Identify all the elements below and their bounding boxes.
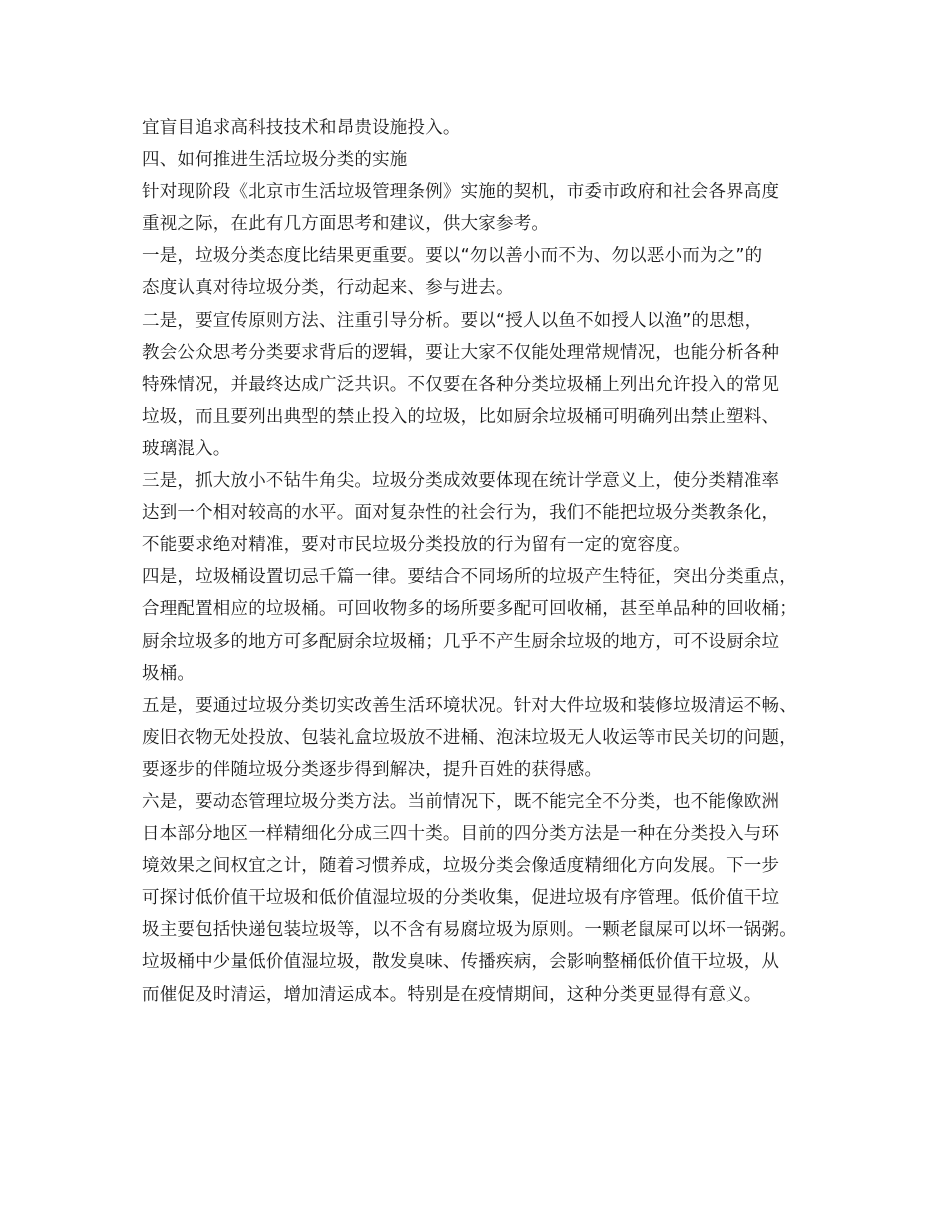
text-line: 重视之际，在此有几方面思考和建议，供大家参考。 <box>142 214 550 235</box>
text-line: 可探讨低价值干垃圾和低价值湿垃圾的分类收集，促进垃圾有序管理。低价值干垃 <box>142 888 780 909</box>
document-body <box>142 112 832 1011</box>
text-line: 宜盲目追求高科技技术和昂贵设施投入。 <box>142 118 461 138</box>
text-line: 而催促及时清运，增加清运成本。特别是在疫情期间，这种分类更显得有意义。 <box>142 984 762 1005</box>
text-line: 六是，要动态管理垃圾分类方法。当前情况下，既不能完全不分类，也不能像欧洲 <box>142 791 780 812</box>
text-line: 特殊情况，并最终达成广泛共识。不仅要在各种分类垃圾桶上列出允许投入的常见 <box>142 374 780 395</box>
text-line: 四是，垃圾桶设置切忌千篇一律。要结合不同场所的垃圾产生特征，突出分类重点， <box>142 567 797 588</box>
text-line: 垃圾桶中少量低价值湿垃圾，散发臭味、传播疾病，会影响整桶低价值干垃圾，从 <box>142 952 780 973</box>
text-line: 达到一个相对较高的水平。面对复杂性的社会行为，我们不能把垃圾分类教条化， <box>142 503 780 524</box>
section-heading: 四、如何推进生活垃圾分类的实施 <box>142 150 408 171</box>
text-line: 三是，抓大放小不钻牛角尖。垃圾分类成效要体现在统计学意义上，使分类精准率 <box>142 471 780 492</box>
text-line: 垃圾，而且要列出典型的禁止投入的垃圾，比如厨余垃圾桶可明确列出禁止塑料、 <box>142 406 780 427</box>
text-line: 五是，要通过垃圾分类切实改善生活环境状况。针对大件垃圾和装修垃圾清运不畅、 <box>142 695 797 716</box>
text-line: 合理配置相应的垃圾桶。可回收物多的场所要多配可回收桶，甚至单品种的回收桶； <box>142 599 797 620</box>
text-line: 日本部分地区一样精细化分成三四十类。目前的四分类方法是一种在分类投入与环 <box>142 824 780 845</box>
text-line: 针对现阶段《北京市生活垃圾管理条例》实施的契机，市委市政府和社会各界高度 <box>142 182 780 203</box>
text-line: 教会公众思考分类要求背后的逻辑，要让大家不仅能处理常规情况，也能分析各种 <box>142 342 780 363</box>
text-line: 废旧衣物无处投放、包装礼盒垃圾放不进桶、泡沫垃圾无人收运等市民关切的问题， <box>142 727 797 748</box>
text-line: 要逐步的伴随垃圾分类逐步得到解决，提升百姓的获得感。 <box>142 759 603 780</box>
text-line: 一是，垃圾分类态度比结果更重要。要以“勿以善小而不为、勿以恶小而为之”的 <box>142 246 763 267</box>
text-line: 态度认真对待垃圾分类，行动起来、参与进去。 <box>142 278 514 299</box>
text-line: 圾桶。 <box>142 663 196 684</box>
text-line: 圾主要包括快递包装垃圾等，以不含有易腐垃圾为原则。一颗老鼠屎可以坏一锅粥。 <box>142 920 797 941</box>
text-line: 二是，要宣传原则方法、注重引导分析。要以“授人以鱼不如授人以渔”的思想， <box>142 310 763 331</box>
text-line: 厨余垃圾多的地方可多配厨余垃圾桶；几乎不产生厨余垃圾的地方，可不设厨余垃 <box>142 631 780 652</box>
text-line: 不能要求绝对精准，要对市民垃圾分类投放的行为留有一定的宽容度。 <box>142 535 691 556</box>
text-line: 境效果之间权宜之计，随着习惯养成，垃圾分类会像适度精细化方向发展。下一步 <box>142 856 780 877</box>
text-line: 玻璃混入。 <box>142 438 231 459</box>
